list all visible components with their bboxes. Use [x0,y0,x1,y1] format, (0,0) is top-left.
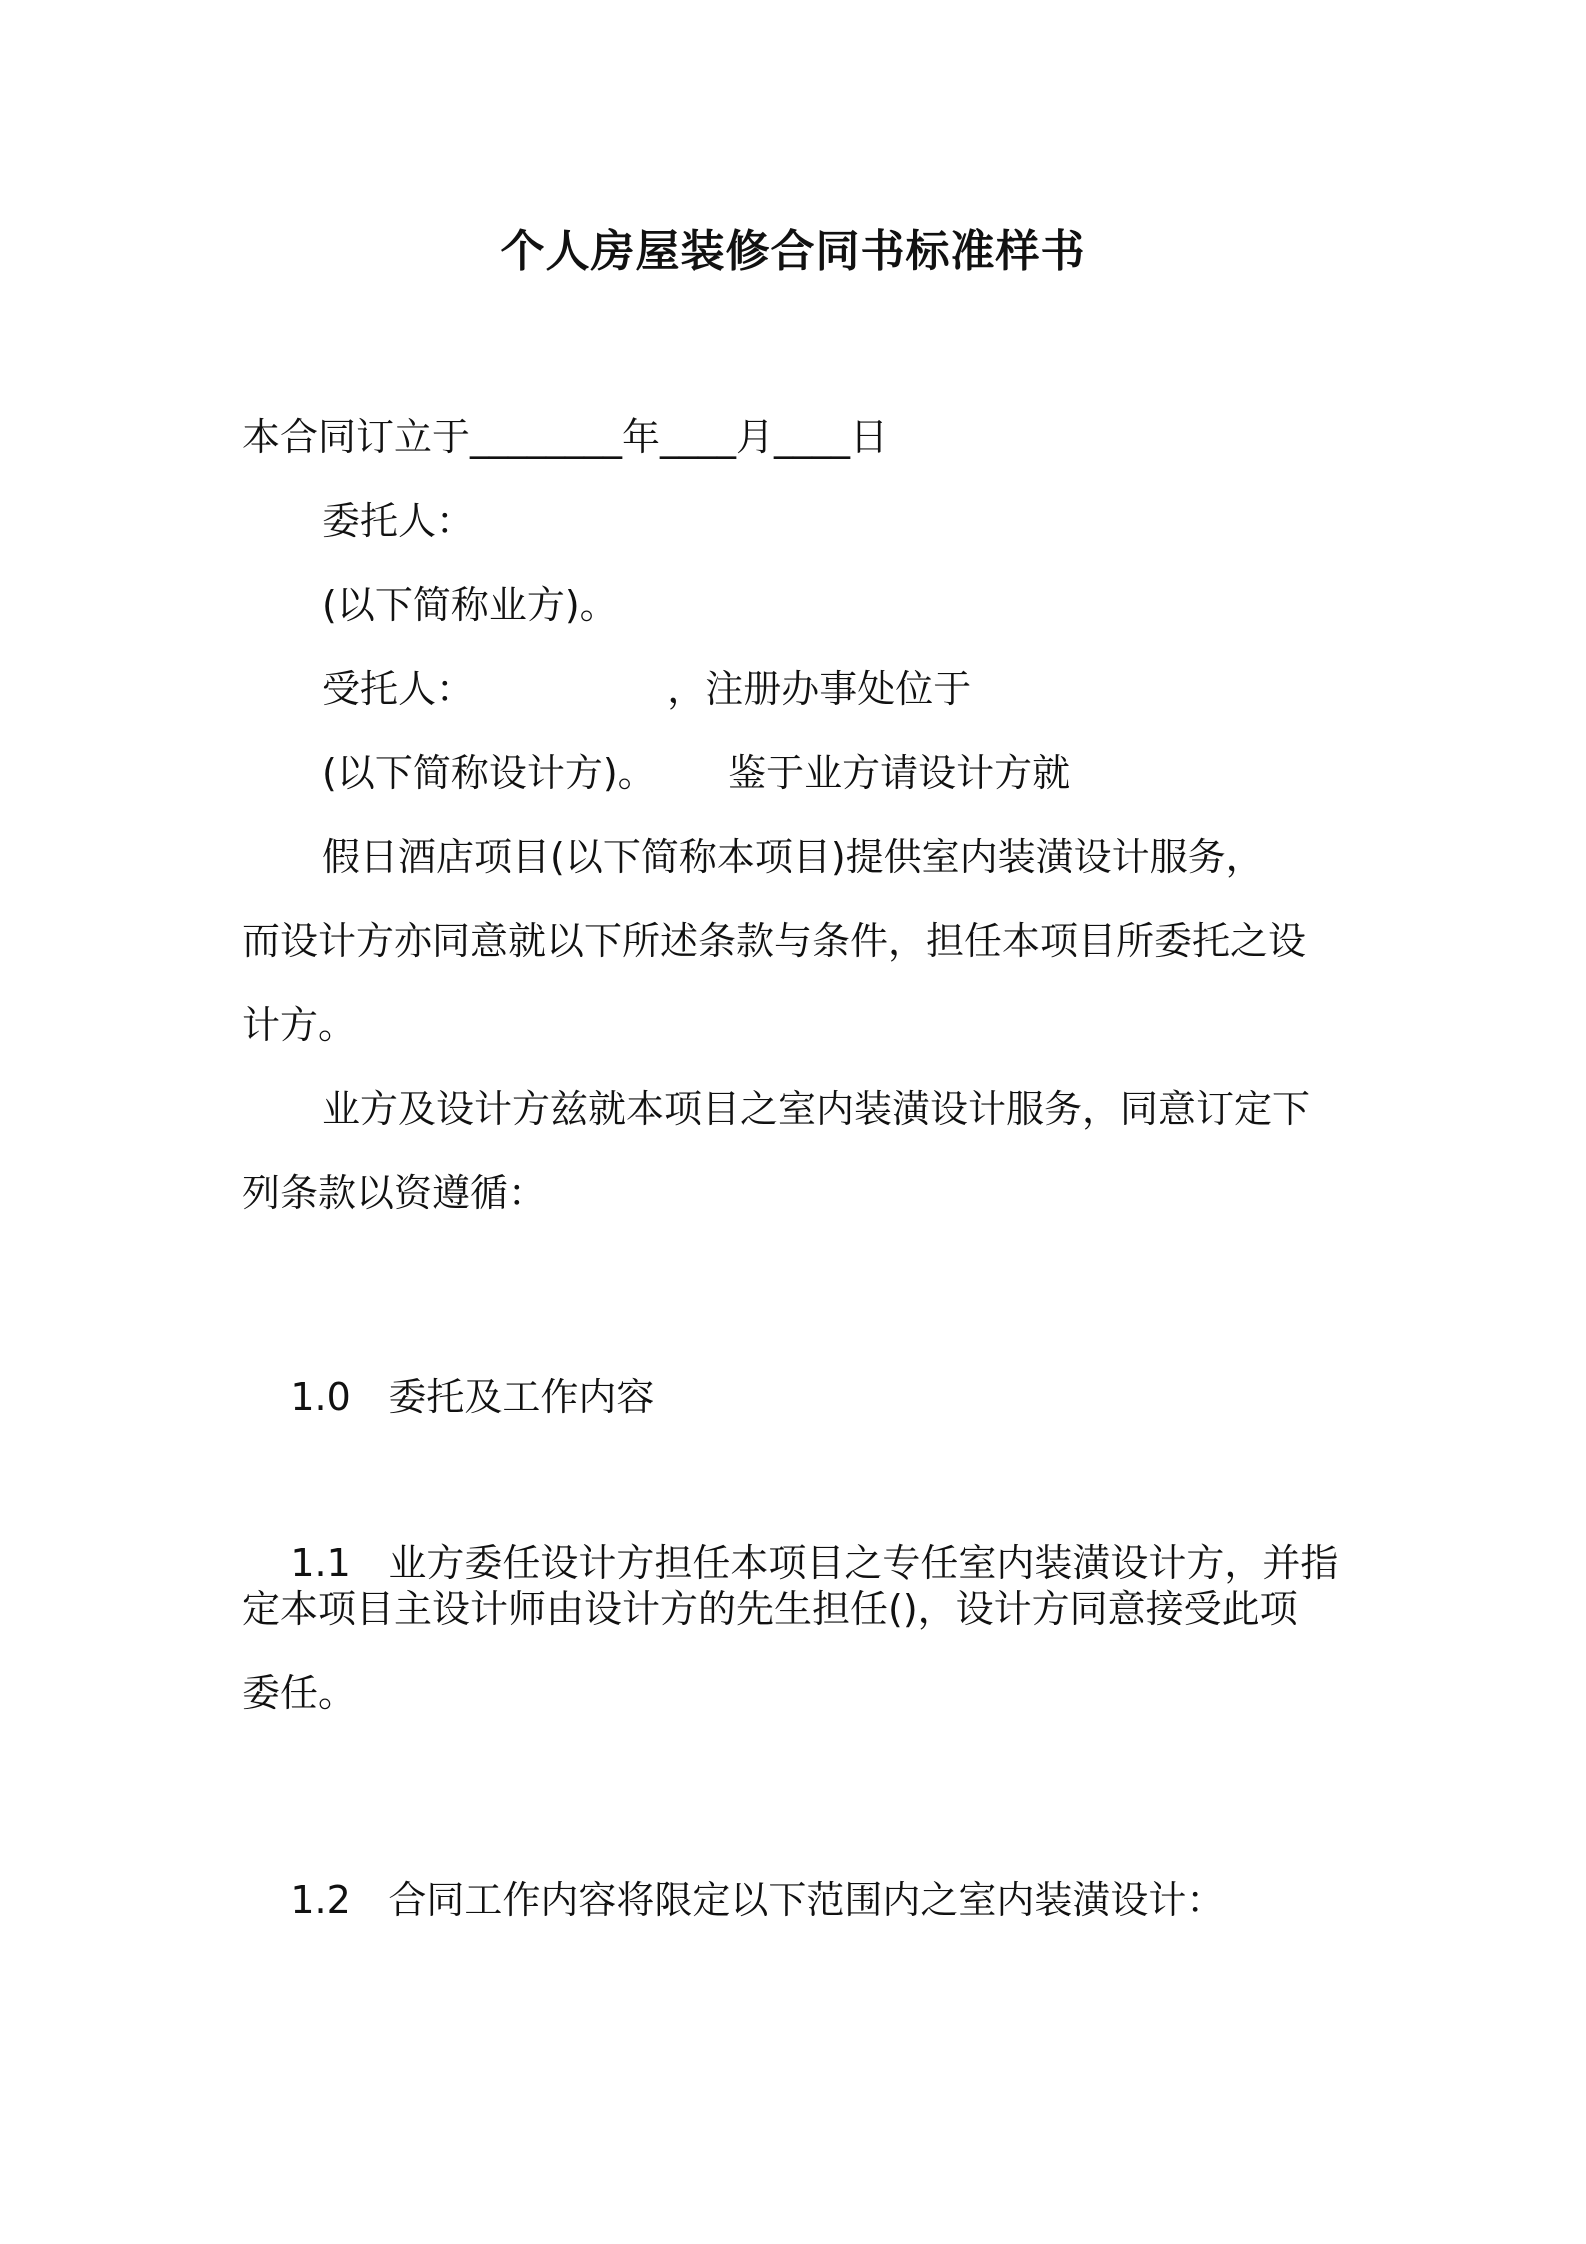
intro-paragraph-line-2: 而设计方亦同意就以下所述条款与条件，担任本项目所委托之设 [242,919,1307,963]
designer-label: 受托人： ，注册办事处位于 [322,667,972,711]
section-number: 1.2 [290,1878,351,1922]
section-text: 合同工作内容将限定以下范围内之室内装潢设计： [388,1878,1225,1922]
intro-paragraph-line-3: 计方。 [242,1003,357,1047]
client-label: 委托人： [322,499,475,543]
section-number: 1.0 [290,1375,351,1419]
section-1-1-line-2: 定本项目主设计师由设计方的先生担任()，设计方同意接受此项 [242,1587,1298,1631]
section-text: 业方委任设计方担任本项目之专任室内装潢设计方，并指 [388,1541,1339,1585]
agreement-paragraph-line-1: 业方及设计方兹就本项目之室内装潢设计服务，同意订定下 [322,1087,1311,1131]
intro-paragraph-line-1: 假日酒店项目(以下简称本项目)提供室内装潢设计服务， [322,835,1264,879]
contract-date-line: 本合同订立于________年____月____日 [242,415,889,459]
agreement-paragraph-line-2: 列条款以资遵循： [242,1171,547,1215]
section-1-2 [242,1843,1224,1957]
section-heading: 委托及工作内容 [388,1375,655,1419]
document-title: 个人房屋装修合同书标准样书 [500,226,1086,277]
client-alias: (以下简称业方)。 [322,583,618,627]
designer-alias: (以下简称设计方)。 鉴于业方请设计方就 [322,751,1071,795]
section-number: 1.1 [290,1541,351,1585]
section-1-1-line-3: 委任。 [242,1671,357,1715]
section-1-0 [242,1340,654,1454]
